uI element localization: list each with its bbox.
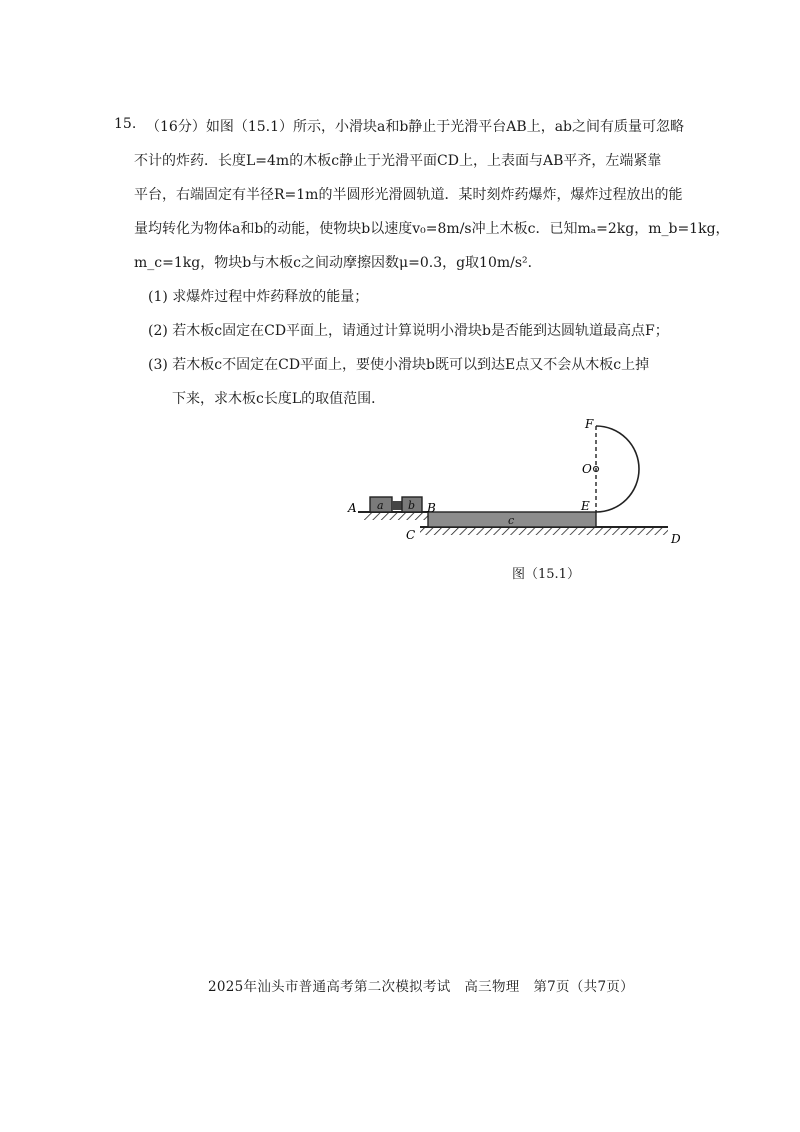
figure-diagram: [340, 408, 700, 558]
problem-line-1: （16分）如图（15.1）所示，小滑块a和b静止于光滑平台AB上，ab之间有质量可忽略: [146, 119, 685, 135]
problem-line-4: 量均转化为物体a和b的动能，使物块b以速度v₀=8m/s冲上木板c．已知mₐ=2kg，m_b=1kg，: [134, 221, 730, 237]
problem-line-5: m_c=1kg，物块b与木板c之间动摩擦因数μ=0.3，g取10m/s²．: [134, 255, 542, 271]
ground-cd-hatch: [420, 527, 668, 535]
label-c: c: [508, 514, 515, 527]
explosive-icon: [392, 501, 402, 510]
label-a-upper: A: [348, 501, 357, 515]
figure-15-1: [340, 408, 700, 558]
question-3: (3) 若木板c不固定在CD平面上，要使小滑块b既可以到达E点又不会从木板c上掉: [148, 357, 650, 373]
label-c-upper: C: [406, 528, 416, 542]
label-o: O: [582, 462, 592, 476]
label-f: F: [585, 417, 594, 431]
figure-caption: 图（15.1）: [512, 567, 580, 582]
label-d: D: [671, 532, 681, 546]
problem-number: 15.: [114, 116, 137, 132]
problem-line-3: 平台，右端固定有半径R=1m的半圆形光滑圆轨道．某时刻炸药爆炸，爆炸过程放出的能: [134, 187, 683, 203]
problem-line-2: 不计的炸药．长度L=4m的木板c静止于光滑平面CD上，上表面与AB平齐，左端紧靠: [134, 153, 662, 169]
question-1: (1) 求爆炸过程中炸药释放的能量；: [148, 289, 369, 305]
label-a: a: [377, 499, 384, 512]
semicircle-track: [596, 426, 639, 512]
platform-ab-hatch: [364, 512, 428, 520]
label-b: b: [408, 499, 416, 512]
label-b-upper: B: [427, 501, 436, 515]
label-e: E: [581, 499, 590, 513]
question-2: (2) 若木板c固定在CD平面上，请通过计算说明小滑块b是否能到达圆轨道最高点F；: [148, 323, 669, 339]
question-3-cont: 下来，求木板c长度L的取值范围．: [172, 391, 386, 407]
page-footer: 2025年汕头市普通高考第二次模拟考试 高三物理 第7页（共7页）: [208, 979, 634, 995]
